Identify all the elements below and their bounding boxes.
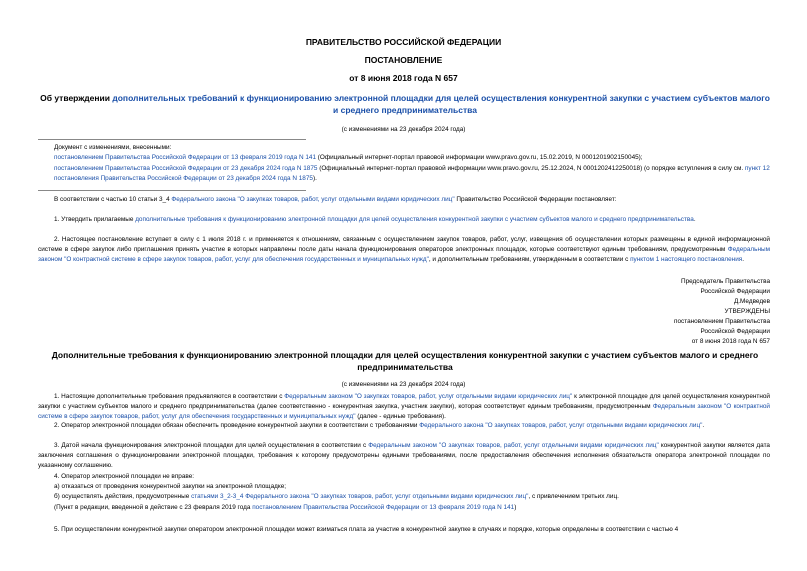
s4b-text-b: , с привлечением третьих лиц. bbox=[528, 493, 619, 500]
s3-text-b: конкурентной закупки является дата заключения соглашения о функционировании электронной площадки, требования к которому предусмотрены едиными требованиями, после предоставления обеспечения исполнения обязательств оператора электронной площадки по указанному соглашению. bbox=[38, 442, 770, 469]
approval-line-3: Российской Федерации bbox=[700, 328, 770, 335]
section-changes-note: (с изменениями на 23 декабря 2024 года) bbox=[341, 381, 466, 388]
title-link[interactable]: дополнительных требований к функционированию электронной площадки для целей осуществления конкурентной закупки с участием субъектов малого и среднего предпринимательства bbox=[112, 93, 770, 115]
section-item-1 bbox=[38, 392, 770, 422]
s4note-link[interactable]: постановлением Правительства Российской Федерации от 13 февраля 2019 года N 141 bbox=[252, 504, 515, 511]
title-prefix: Об утверждении bbox=[40, 93, 113, 103]
preamble-text-b: Правительство Российской Федерации постановляет: bbox=[454, 196, 617, 203]
paragraph-1 bbox=[38, 215, 770, 225]
divider-bottom bbox=[38, 190, 306, 191]
preamble bbox=[38, 195, 770, 205]
s2-text-a: 2. Оператор электронной площадки обязан обеспечить проведение конкурентной закупки в соответствии с требованиями bbox=[54, 422, 420, 429]
s1-text-b: к электронной площадке для целей осуществления конкурентной закупки с участием субъектов малого и среднего предпринимательства (далее соответственно - конкурентная закупка, участник закупки), которая соответствует единым требованиям, предусмотренным bbox=[38, 393, 770, 410]
s1-text-c: (далее - единые требования). bbox=[355, 413, 446, 420]
amend-text-1: (Официальный интернет-портал правовой информации www.pravo.gov.ru, 15.02.2019, N 0001201902150045); bbox=[316, 154, 643, 161]
document-title bbox=[40, 92, 770, 116]
p1-link[interactable]: дополнительные требования к функционированию электронной площадки для целей осуществления конкурентной закупки с участием субъектов малого и среднего предпринимательства bbox=[135, 216, 694, 223]
amend-link-2[interactable]: постановлением Правительства Российской Федерации от 23 декабря 2024 года N 1875 bbox=[54, 165, 318, 172]
section-item-4a: а) отказаться от проведения конкурентной закупки на электронной площадке; bbox=[54, 483, 287, 490]
amend-item-1 bbox=[54, 153, 784, 163]
s1-text-a: 1. Настоящие дополнительные требования предъявляются в соответствии с bbox=[54, 393, 285, 400]
doc-date-number: от 8 июня 2018 года N 657 bbox=[349, 73, 458, 83]
s2-link[interactable]: Федерального закона "О закупках товаров, работ, услуг отдельными видами юридических лиц" bbox=[419, 422, 703, 429]
s4b-link[interactable]: статьями 3_2-3_4 Федерального закона "О закупках товаров, работ, услуг отдельными видами юридических лиц" bbox=[191, 493, 529, 500]
approval-line-2: постановлением Правительства bbox=[674, 318, 770, 325]
s4note-text-a: (Пункт в редакции, введенной в действие с 23 февраля 2019 года bbox=[54, 504, 253, 511]
amend-link-1[interactable]: постановлением Правительства Российской Федерации от 13 февраля 2019 года N 141 bbox=[54, 154, 317, 161]
amend-intro: Документ с изменениями, внесенными: bbox=[54, 144, 172, 151]
p2-text-b: , и дополнительным требованиям, утвержденным в соответствии с bbox=[428, 256, 631, 263]
government-heading: ПРАВИТЕЛЬСТВО РОССИЙСКОЙ ФЕДЕРАЦИИ bbox=[305, 37, 502, 47]
doc-type-heading: ПОСТАНОВЛЕНИЕ bbox=[364, 55, 443, 65]
section-item-3 bbox=[38, 441, 770, 471]
preamble-text-a: В соответствии с частью 10 статьи 3_4 bbox=[54, 196, 172, 203]
signature-line-2: Российской Федерации bbox=[700, 288, 770, 295]
signature-name: Д.Медведев bbox=[733, 298, 770, 305]
approval-line-1: УТВЕРЖДЕНЫ bbox=[724, 308, 770, 315]
paragraph-2 bbox=[38, 235, 770, 265]
p2-text-c: . bbox=[742, 256, 745, 263]
section-item-4: 4. Оператор электронной площадки не вправе: bbox=[54, 473, 195, 480]
amend-item-2 bbox=[54, 164, 784, 184]
s2-text-b: . bbox=[702, 422, 705, 429]
p2-text-a: 2. Настоящее постановление вступает в силу с 1 июля 2018 г. и применяется к отношениям, связанным с осуществлением закупок товаров, работ, услуг, извещения об осуществлении которых размещены в единой информационной системе в сфере закупок либо приглашения принять участие в которых направлены после даты начала функционирования операторов электронных площадок, которые соответствуют единым требованиям, предусмотренным bbox=[38, 236, 770, 253]
signature-line-1: Председатель Правительства bbox=[681, 278, 770, 285]
s4b-text-a: б) осуществлять действия, предусмотренные bbox=[54, 493, 192, 500]
section-item-4-note bbox=[54, 503, 770, 513]
section-title: Дополнительные требования к функционированию электронной площадки для целей осуществления конкурентной закупки с участием субъектов малого и среднего предпринимательства bbox=[51, 350, 759, 372]
divider-top bbox=[38, 139, 306, 140]
approval-line-4: от 8 июня 2018 года N 657 bbox=[691, 338, 770, 345]
p2-link-2[interactable]: пунктом 1 настоящего постановления bbox=[630, 256, 743, 263]
p1-text-b: . bbox=[693, 216, 696, 223]
p2-link[interactable]: Федеральным законом "О контрактной системе в сфере закупок товаров, работ, услуг для обеспечения государственных и муниципальных нужд" bbox=[38, 246, 770, 263]
s4note-text-b: ) bbox=[514, 504, 517, 511]
section-item-4b bbox=[54, 492, 770, 502]
amend-link-3[interactable]: пункт 12 постановления Правительства Российской Федерации от 23 декабря 2024 года N 1875 bbox=[54, 165, 770, 182]
signature-block bbox=[681, 277, 770, 307]
preamble-link[interactable]: Федерального закона "О закупках товаров, работ, услуг отдельными видами юридических лиц" bbox=[171, 196, 455, 203]
s3-text-a: 3. Датой начала функционирования электронной площадки для целей осуществления в соответствии с bbox=[54, 442, 369, 449]
changes-note: (с изменениями на 23 декабря 2024 года) bbox=[341, 126, 466, 133]
section-item-5: 5. При осуществлении конкурентной закупки оператором электронной площадки может взиматься плата за участие в конкурентной закупке в случаях и порядке, которые определены в соответствии с частью 4 bbox=[54, 526, 679, 533]
amend-text-2: (Официальный интернет-портал правовой информации www.pravo.gov.ru, 25.12.2024, N 0001202412250018) (о порядке вступления в силу см. bbox=[317, 165, 745, 172]
p1-text-a: 1. Утвердить прилагаемые bbox=[54, 216, 136, 223]
s1-link-2[interactable]: Федеральным законом "О контрактной системе в сфере закупок товаров, работ, услуг для обеспечения государственных и муниципальных нужд" bbox=[38, 403, 770, 420]
approval-block bbox=[674, 307, 770, 347]
section-item-2 bbox=[38, 421, 770, 431]
s1-link[interactable]: Федеральным законом "О закупках товаров, работ, услуг отдельными видами юридических лиц" bbox=[284, 393, 573, 400]
amend-end-2: ). bbox=[312, 175, 317, 182]
s3-link[interactable]: Федеральным законом "О закупках товаров, работ, услуг отдельными видами юридических лиц" bbox=[368, 442, 659, 449]
